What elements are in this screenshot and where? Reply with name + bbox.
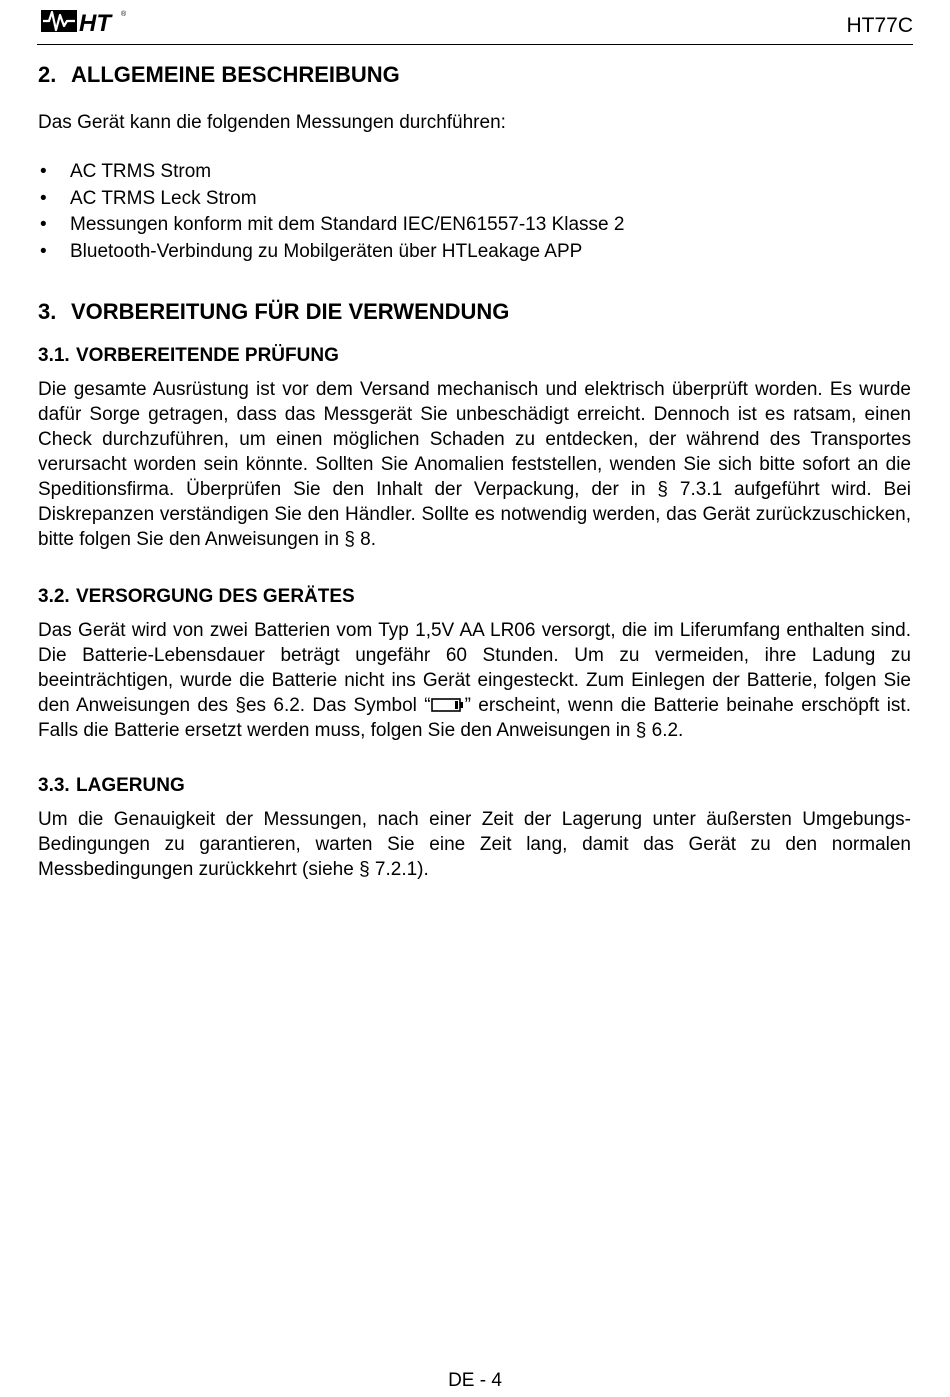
section-title: ALLGEMEINE BESCHREIBUNG [71,62,400,87]
low-battery-icon [431,694,465,708]
section-3-1-text: Die gesamte Ausrüstung ist vor dem Versand mechanisch und elektrisch überprüft worden. Es wurde dafür Sorge getragen, dass das Messgerät Sie unbeschädigt erreicht. Dennoch ist es ratsam, einen Check durchzuführen, um einen möglichen Schaden zu entdecken, der während des Transportes verursacht worden sein könnte. Sollten Sie Anomalien feststellen, wenden Sie sich bitte sofort an die Speditionsfirma. Überprüfen Sie den Inhalt der Verpackung, der in § 7.3.1 aufgeführt wird. Bei Diskrepanzen verständigen Sie den Händler. Sollte es notwendig werden, das Gerät zurückzuschicken, bitte folgen Sie den Anweisungen in § 8. [38,379,911,550]
section-3-3-heading [38,775,911,797]
list-item: • Messungen konform mit dem Standard IEC/EN61557-13 Klasse 2 [40,214,625,235]
section-2-intro: Das Gerät kann die folgenden Messungen durchführen: [38,112,506,133]
section-2-heading [38,62,911,88]
list-item: • Bluetooth-Verbindung zu Mobilgeräten über HTLeakage APP [40,240,583,262]
section-number: 3.1. [38,345,70,366]
section-title: LAGERUNG [76,775,185,796]
section-title: VERSORGUNG DES GERÄTES [76,586,355,607]
section-3-heading [38,299,911,325]
section-number: 3.2. [38,586,70,607]
section-number: 3.3. [38,775,70,796]
section-number: 2. [38,62,57,87]
section-title: VORBEREITENDE PRÜFUNG [76,345,339,366]
model-name: HT77C [846,14,913,37]
page-header [37,0,913,45]
section-3-1-heading [38,345,911,367]
page-number: DE - 4 [448,1370,502,1391]
section-number: 3. [38,299,57,324]
section-3-2-heading [38,586,911,608]
section-3-2-text: Das Gerät wird von zwei Batterien vom Typ 1,5V AA LR06 versorgt, die im Liferumfang enthalten sind. Die Batterie-Lebensdauer beträgt ungefähr 60 Stunden. Um zu vermeiden, ihre Ladung zu beeinträchtigen, wurde die Batterie nicht ins Gerät eingesteckt. Zum Einlegen der Batterie, folgen Sie den Anweisungen des §es 6.2. Das Symbol “ ” erscheint, wenn die Batterie beinahe erschöpft ist. Falls die Batterie ersetzt werden muss, folgen Sie den Anweisungen in § 6.2. [38,620,911,741]
svg-text:®: ® [121,11,127,18]
ht-logo-icon [41,6,137,36]
document-body [38,58,911,882]
section-title: VORBEREITUNG FÜR DIE VERWENDUNG [71,299,510,324]
measurement-list [38,159,911,265]
section-3-3-text: Um die Genauigkeit der Messungen, nach einer Zeit der Lagerung unter äußersten Umgebungs-Bedingungen zu garantieren, warten Sie eine Zeit lang, damit das Gerät zu den normalen Messbedingungen zurückkehrt (siehe § 7.2.1). [38,809,911,880]
svg-text:HT: HT [79,10,111,36]
list-item: • AC TRMS Strom [40,161,212,182]
list-item: • AC TRMS Leck Strom [40,187,257,209]
